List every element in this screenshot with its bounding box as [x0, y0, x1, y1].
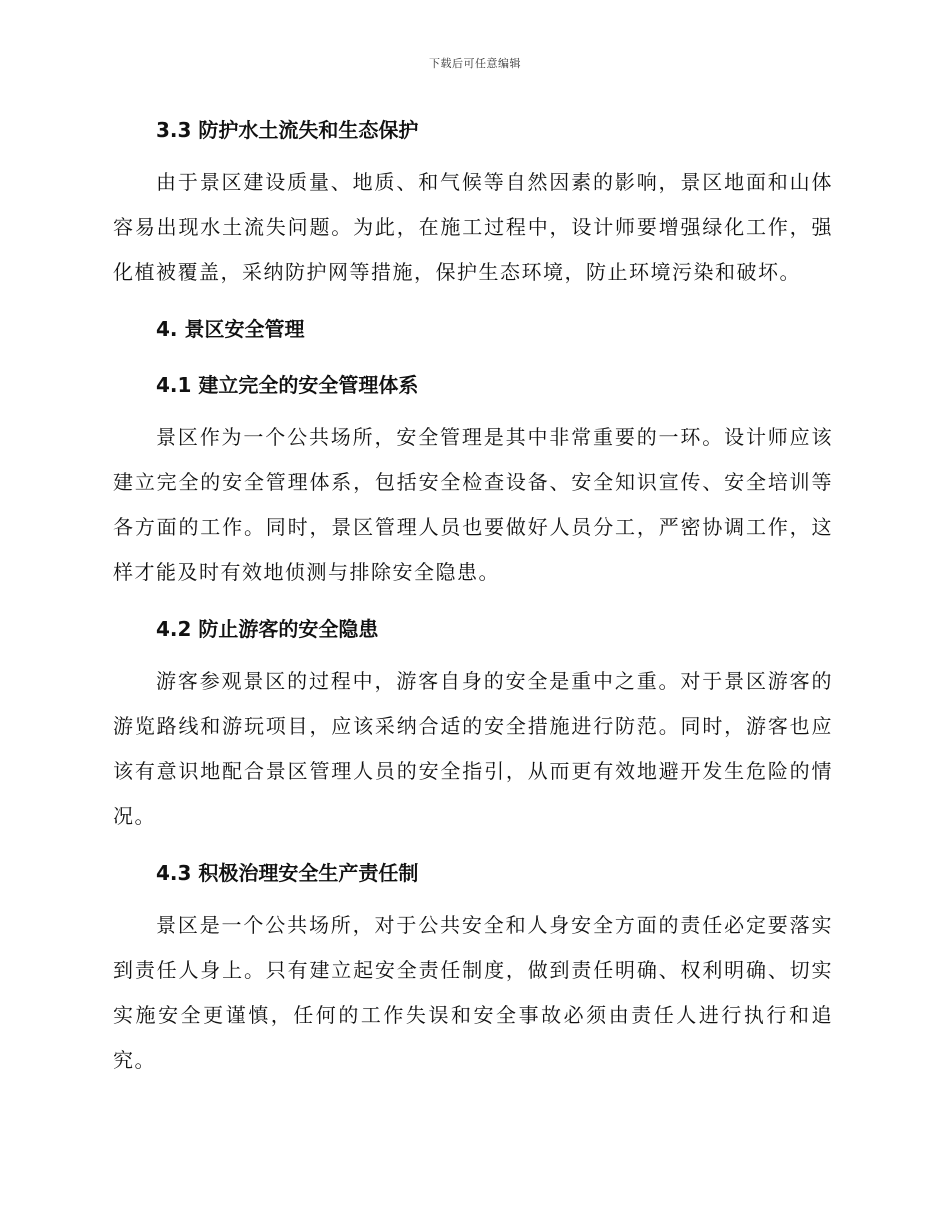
section-heading-4-3: 4.3 积极治理安全生产责任制 [156, 861, 419, 885]
section-heading-3-3: 3.3 防护水土流失和生态保护 [156, 118, 419, 142]
section-heading-4-2: 4.2 防止游客的安全隐患 [156, 617, 379, 641]
paragraph-safety-system: 景区作为一个公共场所，安全管理是其中非常重要的一环。设计师应该建立完全的安全管理体系，包括安全检查设备、安全知识宣传、安全培训等各方面的工作。同时，景区管理人员也要做好人员分工，严密协调工作，这样才能及时有效地侦测与排除安全隐患。 [113, 425, 833, 584]
document-body [113, 112, 833, 1083]
paragraph-responsibility: 景区是一个公共场所，对于公共安全和人身安全方面的责任必定要落实到责任人身上。只有建立起安全责任制度，做到责任明确、权利明确、切实实施安全更谨慎，任何的工作失误和安全事故必须由责任人进行执行和追究。 [113, 913, 833, 1072]
section-heading-4-1: 4.1 建立完全的安全管理体系 [156, 373, 419, 397]
paragraph-soil-erosion: 由于景区建设质量、地质、和气候等自然因素的影响，景区地面和山体容易出现水土流失问题。为此，在施工过程中，设计师要增强绿化工作，强化植被覆盖，采纳防护网等措施，保护生态环境，防止环境污染和破坏。 [113, 170, 833, 284]
page-header: 下载后可任意编辑 [429, 57, 521, 70]
section-heading-4: 4. 景区安全管理 [156, 317, 305, 341]
paragraph-visitor-safety: 游客参观景区的过程中，游客自身的安全是重中之重。对于景区游客的游览路线和游玩项目，应该采纳合适的安全措施进行防范。同时，游客也应该有意识地配合景区管理人员的安全指引，从而更有效地避开发生危险的情况。 [113, 669, 833, 828]
